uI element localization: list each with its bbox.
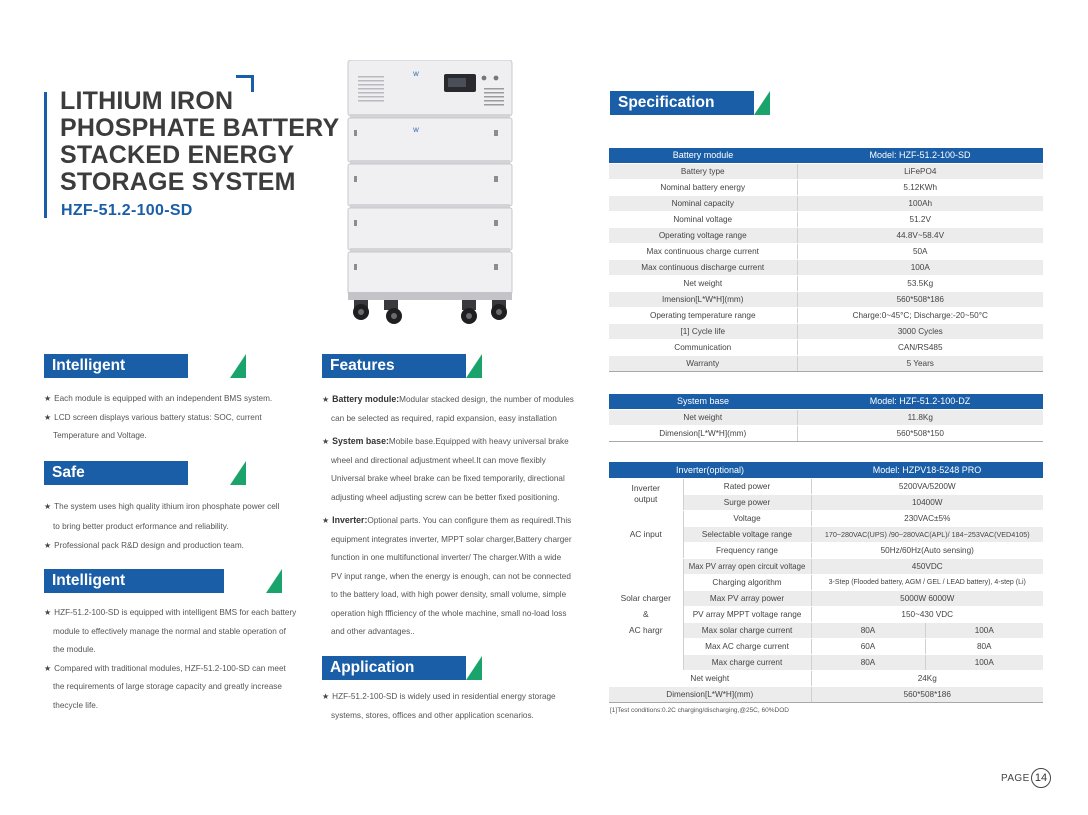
feature-bold-label: Inverter: (332, 515, 368, 525)
section-title: Features (322, 354, 466, 378)
intelligent-item: Each module is equipped with an independent BMS system. (54, 394, 273, 403)
table-row: Operating voltage range 44.8V~58.4V (609, 227, 1043, 243)
svg-text:W: W (413, 128, 419, 134)
table-row: Imension[L*W*H](mm) 560*508*186 (609, 291, 1043, 307)
table-row: Max PV array power 5000W 6000W (609, 590, 1043, 606)
table-row: Nominal battery energy 5.12KWh (609, 179, 1043, 195)
table-row: Max continuous discharge current 100A (609, 259, 1043, 275)
table-row: Nominal voltage 51.2V (609, 211, 1043, 227)
table-row: PV array MPPT voltage range 150~430 VDC (609, 606, 1043, 622)
page-number: 14 (1031, 768, 1051, 788)
table-row: Warranty 5 Years (609, 355, 1043, 371)
test-conditions-footnote: [1]Test conditions:0.2C charging/discharging,@25C, 60%DOD (610, 707, 789, 714)
section-accent-triangle (466, 656, 482, 680)
application-item: HZF-51.2-100-SD is widely used in residential energy storage (332, 692, 556, 701)
safe-item: The system uses high quality ithium iron phosphate power cell (54, 502, 280, 511)
section-title: Intelligent management (44, 569, 224, 593)
title-line: STACKED ENERGY (60, 141, 295, 169)
table-row: Max continuous charge current 50A (609, 243, 1043, 259)
group-solar-charger: Solar charger & AC hargr (609, 558, 683, 670)
base-spec-table (609, 394, 1043, 442)
intelligent-item: LCD screen displays various battery status: SOC, current (54, 412, 262, 422)
section-accent-triangle (266, 569, 282, 593)
group-inverter-output: Inverter output (609, 478, 683, 510)
table-row: Net weight 53.5Kg (609, 275, 1043, 291)
intelligent-text: ★ Each module is equipped with an independent BMS system. ★ LCD screen displays various battery status: SOC, current Temperature and Voltage. (44, 394, 273, 440)
table-row: AC input Voltage 230VAC±5% (609, 510, 1043, 526)
feature-bold-label: System base: (332, 436, 389, 446)
title-accent-bar (44, 92, 47, 218)
table-row: Operating temperature range Charge:0~45°C; Discharge:-20~50°C (609, 307, 1043, 323)
table-row: Selectable voltage range 170~280VAC(UPS) /90~280VAC(APL)/ 184~253VAC(VED4105) (609, 526, 1043, 542)
table-row: Max solar charge current 80A 100A (609, 622, 1043, 638)
title-line: STORAGE SYSTEM (60, 168, 296, 196)
section-accent-triangle (466, 354, 482, 378)
page-label: PAGE (1001, 773, 1030, 784)
section-title: Specification (610, 91, 754, 115)
page-title (60, 88, 350, 196)
table-row: Dimension[L*W*H](mm) 560*508*186 (609, 686, 1043, 702)
battery-spec-table (609, 148, 1043, 372)
model-subtitle: HZF-51.2-100-SD (61, 202, 193, 219)
safe-text: ★ The system uses high quality ithium iron phosphate power cell to bring better product erformance and reliability. ★ Professional pack R&D design and production team. (44, 502, 280, 550)
management-item: Compared with traditional modules, HZF-51.2-100-SD can meet (54, 663, 286, 673)
table-row: Surge power 10400W (609, 494, 1043, 510)
section-accent-triangle (230, 461, 246, 485)
table-row: [1] Cycle life 3000 Cycles (609, 323, 1043, 339)
table-row: Charging algorithm 3-Step (Flooded battery, AGM / GEL / LEAD battery), 4-step (Li) (609, 574, 1043, 590)
product-image (344, 60, 516, 326)
section-title: Application (322, 656, 466, 680)
feature-bold-label: Battery module: (332, 394, 400, 404)
table-row: Battery type LiFePO4 (609, 163, 1043, 179)
safe-item: Professional pack R&D design and production team. (54, 541, 244, 550)
section-title: Intelligent (44, 354, 188, 378)
table-header: Inverter(optional) Model: HZPV18-5248 PRO (609, 462, 1043, 478)
table-row: Max AC charge current 60A 80A (609, 638, 1043, 654)
table-header: Battery module Model: HZF-51.2-100-SD (609, 148, 1043, 163)
section-accent-triangle (230, 354, 246, 378)
table-row: Nominal capacity 100Ah (609, 195, 1043, 211)
group-ac-input: AC input (609, 510, 683, 558)
table-row: Net weight 11.8Kg (609, 409, 1043, 425)
application-text: ★ HZF-51.2-100-SD is widely used in residential energy storage systems, stores, offices and other application scenarios. (322, 692, 556, 720)
table-row: Dimension[L*W*H](mm) 560*508*150 (609, 425, 1043, 441)
svg-text:W: W (413, 72, 419, 78)
title-line: PHOSPHATE BATTERY (60, 114, 340, 142)
inverter-spec-table (609, 462, 1043, 703)
section-title: Safe (44, 461, 188, 485)
features-text: ★ Battery module:Modular stacked design, the number of modules can be selected as required, rapid expansion, easy installation ★ System base:Mobile base.Equipped with heavy universal brake wheel and directional adjustment wheel.It can move flexibly Universal brake wheel brake can be fixed temporarily, directional adjusting wheel adjusting screw can be better fixed positioning. ★ Inverter:Optional parts. You can configure them as requiredl.This equipment integrates inverter, MPPT solar charger,Battery charger function in one multifunctional inverter/ The charger.With a wide PV input range, when the energy is enough, can not be connected to the battery load, with high power density, small volume, simple operation high ffficiency of the whole machine, small no-load loss and other advantages.. (322, 394, 574, 636)
management-item: HZF-51.2-100-SD is equipped with intelligent BMS for each battery (54, 608, 297, 617)
table-row: Solar charger & AC hargr Max PV array open circuit voltage 450VDC (609, 558, 1043, 574)
section-accent-triangle (754, 91, 770, 115)
table-row: Communication CAN/RS485 (609, 339, 1043, 355)
table-header: System base Model: HZF-51.2-100-DZ (609, 394, 1043, 409)
table-row: Inverter output Rated power 5200VA/5200W (609, 478, 1043, 494)
management-text: ★ HZF-51.2-100-SD is equipped with intelligent BMS for each battery module to effectively manage the normal and stable operation of the module. ★ Compared with traditional modules, HZF-51.2-100-SD can meet the requirements of large storage capacity and greatly increase thecycle life. (44, 608, 297, 710)
table-row: Max charge current 80A 100A (609, 654, 1043, 670)
table-row: Net weight 24Kg (609, 670, 1043, 686)
table-row: Frequency range 50Hz/60Hz(Auto sensing) (609, 542, 1043, 558)
title-line: LITHIUM IRON (60, 87, 234, 115)
